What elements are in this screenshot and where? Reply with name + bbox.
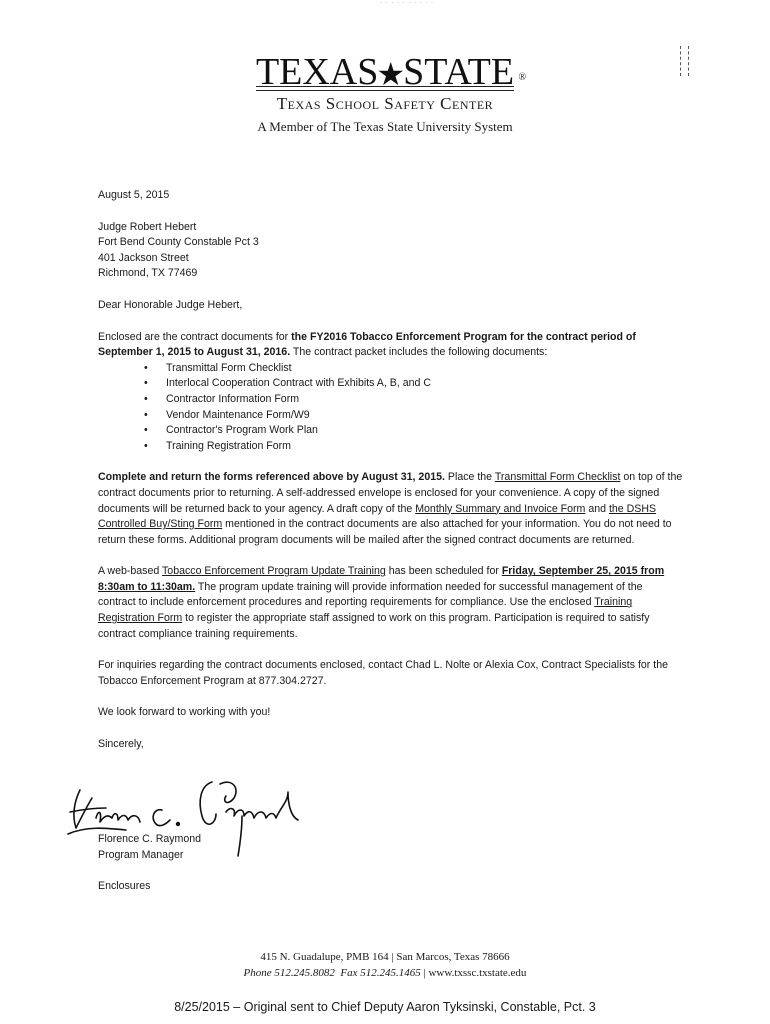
recipient-name: Judge Robert Hebert <box>98 220 197 233</box>
logo-text-right: STATE <box>403 51 515 93</box>
enclosures-label: Enclosures <box>98 880 151 892</box>
letter-date: August 5, 2015 <box>98 189 170 201</box>
signature-block <box>98 832 201 863</box>
list-item: • Contractor Information Form <box>98 392 683 408</box>
recipient-office: Fort Bend County Constable Pct 3 <box>98 236 259 249</box>
logo-rule <box>256 86 514 91</box>
center-name: Texas School Safety Center <box>276 94 494 113</box>
list-item: • Transmittal Form Checklist <box>98 361 683 377</box>
letterhead <box>0 52 770 135</box>
scan-marks-top: · · · · · · · · · · <box>380 0 434 6</box>
footer-separator: | <box>423 967 426 979</box>
list-item: • Training Registration Form <box>98 439 683 455</box>
recipient-street: 401 Jackson Street <box>98 251 189 264</box>
closing: Sincerely, <box>98 738 144 751</box>
documents-list <box>98 361 683 455</box>
signer-title: Program Manager <box>98 848 184 861</box>
recipient-city: Richmond, TX 77469 <box>98 267 198 280</box>
footer-fax: Fax 512.245.1465 <box>340 967 421 979</box>
paragraph-closing-remark: We look forward to working with you! <box>98 706 271 719</box>
member-line: A Member of The Texas State University System <box>257 119 513 134</box>
paragraph-return-forms: Complete and return the forms referenced above by August 31, 2015. Place the Transmittal Form Checklist on top of the contract documents prior to returning. A self-addressed envelope is enclosed for your convenience. A copy of the signed documents will be returned back to your agency. A draft copy of the Monthly Summary and Invoice Form and the DSHS Controlled Buy/Sting Form mentioned in the contract documents are also attached for your information. You do not need to return these forms. Additional program documents will be mailed after the signed contract documents are returned. <box>98 471 683 546</box>
footer <box>0 949 770 981</box>
salutation: Dear Honorable Judge Hebert, <box>98 298 243 311</box>
signer-name: Florence C. Raymond <box>98 833 202 845</box>
star-icon: ★ <box>376 56 406 92</box>
logo-text-left: TEXAS <box>255 51 379 93</box>
letter-body <box>98 188 683 753</box>
footer-address: 415 N. Guadalupe, PMB 164 | San Marcos, Texas 78666 <box>260 951 510 963</box>
footer-contact <box>0 965 770 981</box>
list-item: • Interlocal Cooperation Contract with Exhibits A, B, and C <box>98 376 683 392</box>
registered-mark: ® <box>518 72 527 83</box>
paragraph-enclosed: Enclosed are the contract documents for the FY2016 Tobacco Enforcement Program for the contract period of September 1, 2015 to August 31, 2016. The contract packet includes the following documents: <box>98 330 636 359</box>
recipient-address <box>98 220 683 282</box>
texas-state-logo <box>255 51 527 93</box>
handwritten-note: 8/25/2015 – Original sent to Chief Deputy Aaron Tyksinski, Constable, Pct. 3 <box>174 1000 596 1014</box>
paragraph-inquiries: For inquiries regarding the contract documents enclosed, contact Chad L. Nolte or Alexia Cox, Contract Specialists for the Tobacco Enforcement Program at 877.304.2727. <box>98 659 668 687</box>
list-item: • Contractor's Program Work Plan <box>98 423 683 439</box>
paragraph-training: A web-based Tobacco Enforcement Program Update Training has been scheduled for Friday, September 25, 2015 from 8:30am to 11:30am. The program update training will provide information needed for successful management of the contract to include enforcement procedures and reporting requirements for compliance. Use the enclosed Training Registration Form to register the appropriate staff assigned to work on this program. Participation is required to satisfy contract compliance training requirements. <box>98 565 665 640</box>
list-item: • Vendor Maintenance Form/W9 <box>98 408 683 424</box>
footer-phone: Phone 512.245.8082 <box>243 967 335 979</box>
footer-web: www.txssc.txstate.edu <box>428 967 527 979</box>
